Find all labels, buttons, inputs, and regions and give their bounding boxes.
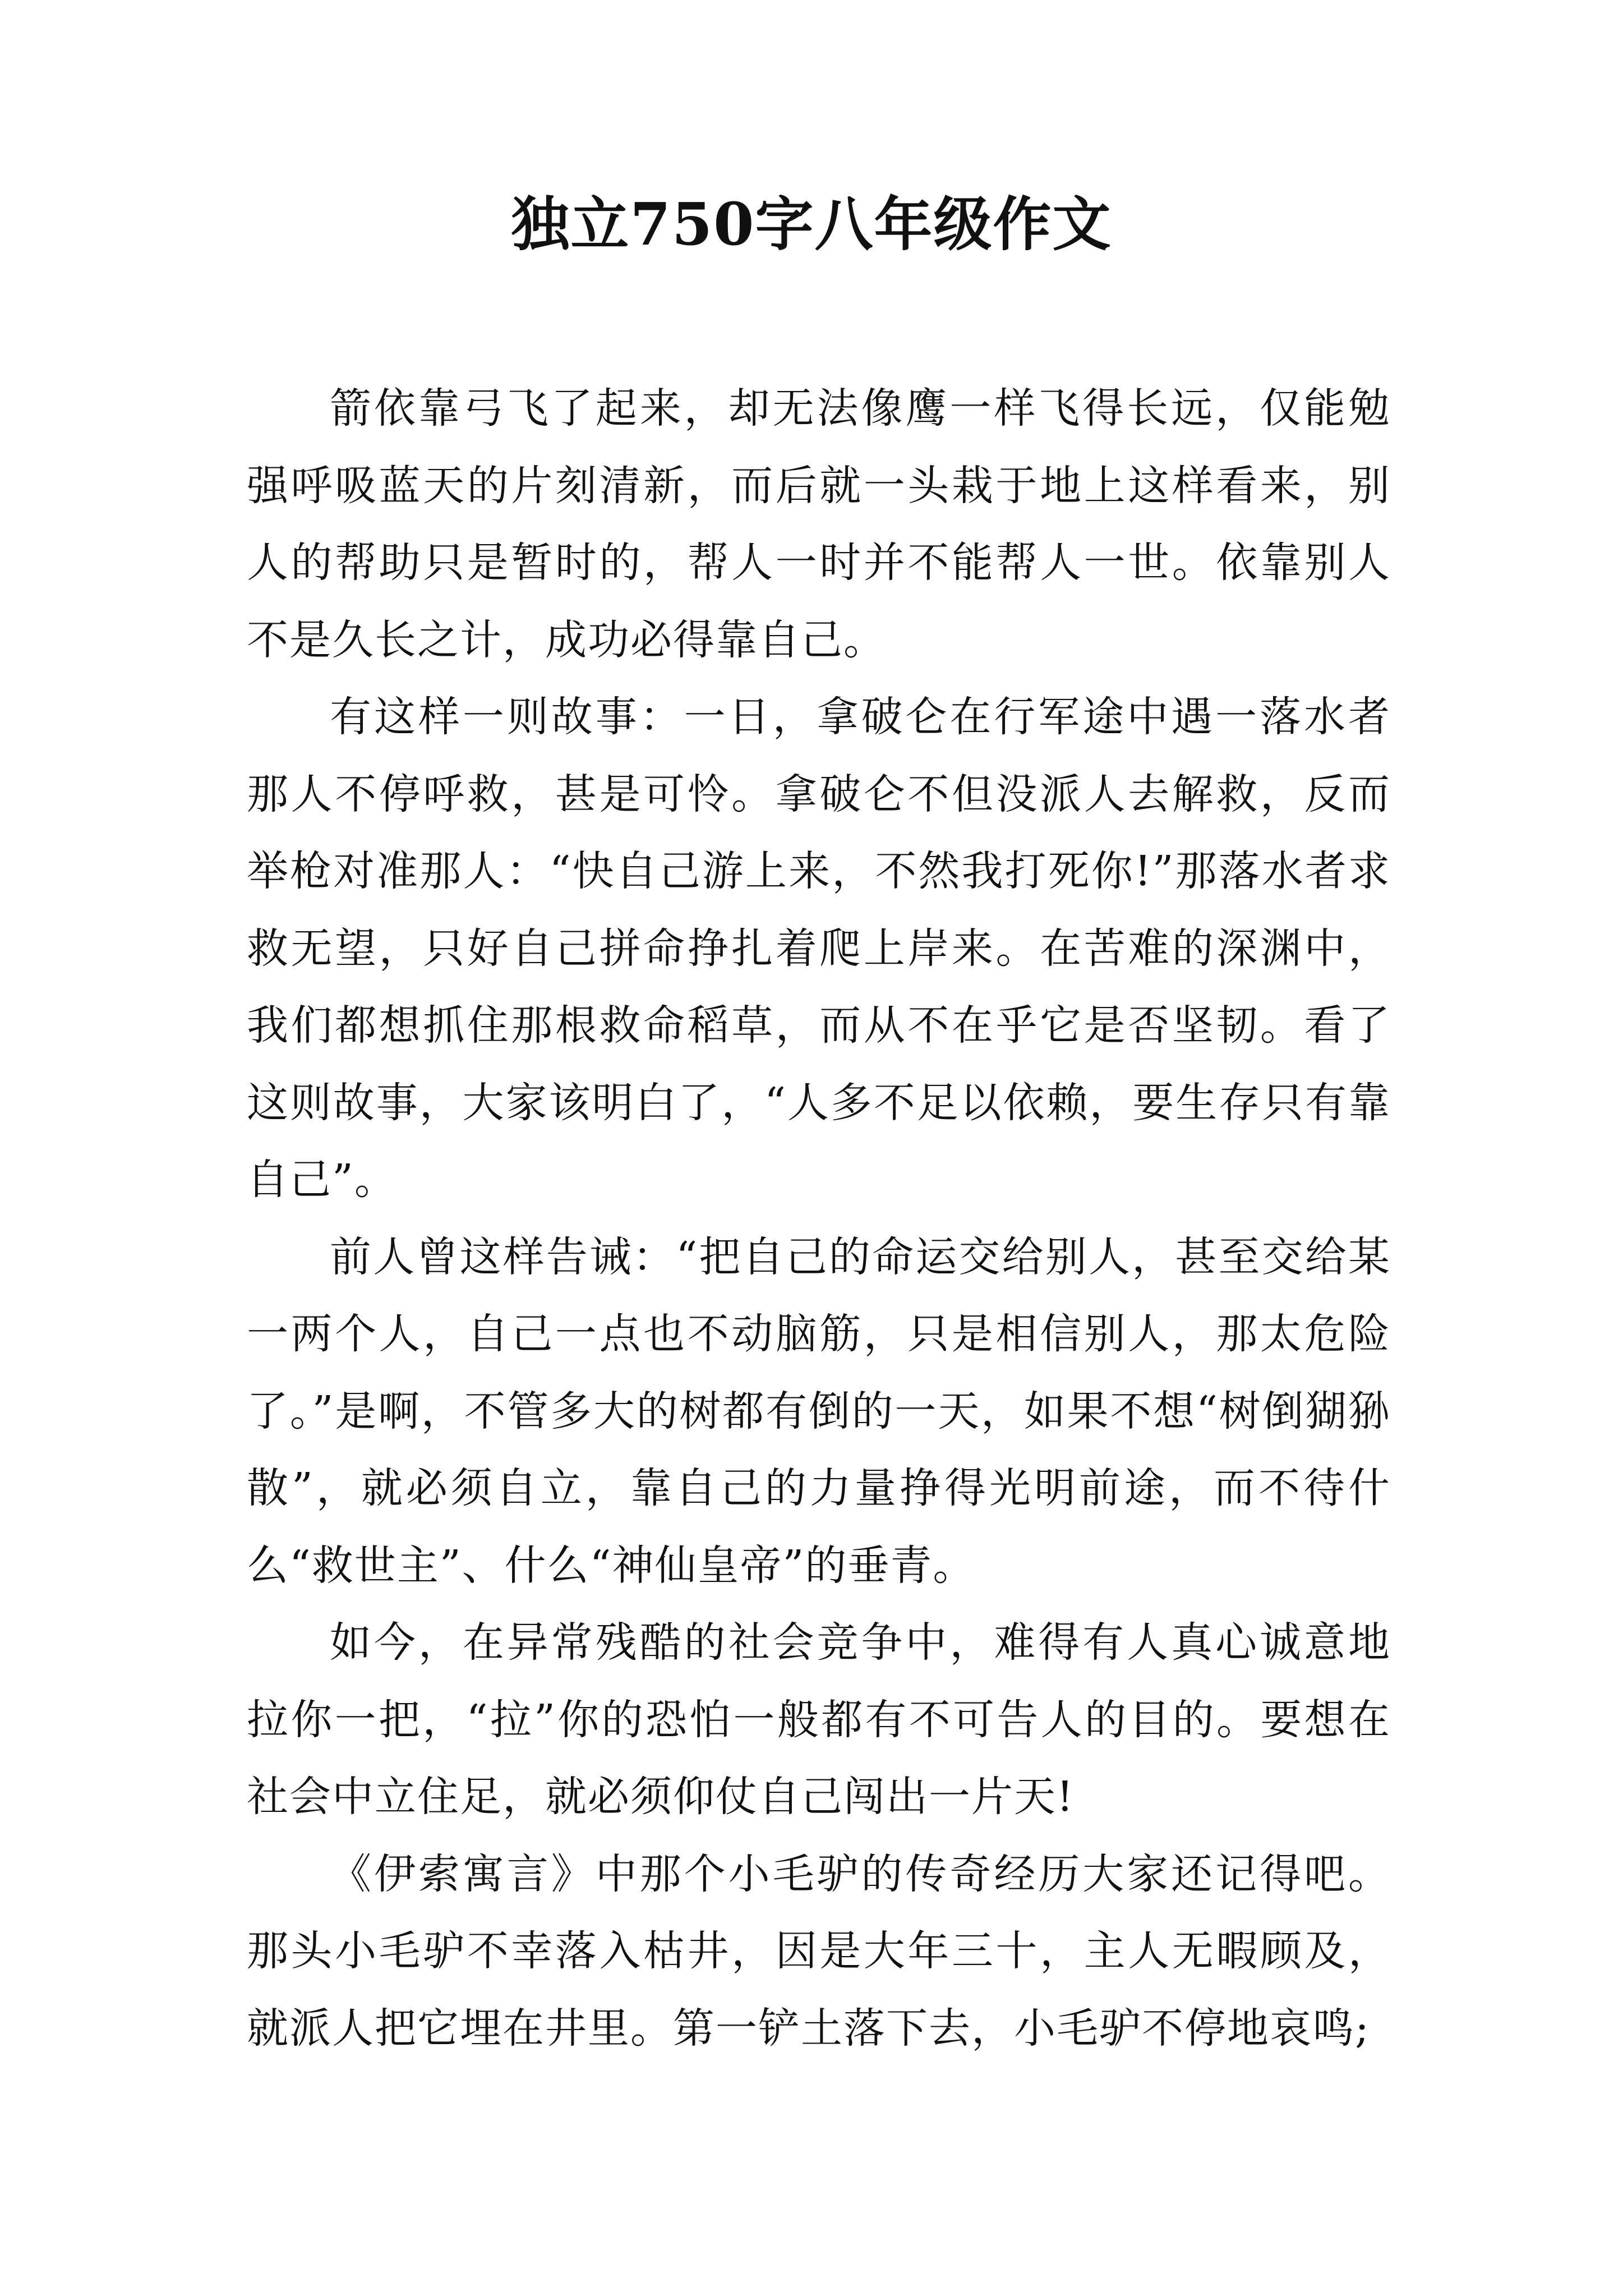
paragraph-3: 前人曾这样告诫：“把自己的命运交给别人，甚至交给某一两个人，自己一点也不动脑筋，只是相信别人，那太危险了。”是啊，不管多大的树都有倒的一天，如果不想“树倒猢狲散”，就必须自立，靠自己的力量挣得光明前途，而不待什么“救世主”、什么“神仙皇帝”的垂青。 xyxy=(247,1232,1391,1590)
document-title: 独立750字八年级作文 xyxy=(511,190,1112,259)
paragraph-5: 《伊索寓言》中那个小毛驴的传奇经历大家还记得吧。那头小毛驴不幸落入枯井，因是大年三十，主人无暇顾及，就派人把它埋在井里。第一铲土落下去，小毛驴不停地哀鸣; xyxy=(247,1849,1391,2053)
paragraph-4: 如今，在异常残酷的社会竞争中，难得有人真心诚意地拉你一把，“拉”你的恐怕一般都有不可告人的目的。要想在社会中立住足，就必须仰仗自己闯出一片天! xyxy=(247,1618,1391,1821)
paragraph-1: 箭依靠弓飞了起来，却无法像鹰一样飞得长远，仅能勉强呼吸蓝天的片刻清新，而后就一头栽于地上这样看来，别人的帮助只是暂时的，帮人一时并不能帮人一世。依靠别人不是久长之计，成功必得靠自己。 xyxy=(247,384,1391,664)
paragraph-2: 有这样一则故事：一日，拿破仑在行军途中遇一落水者那人不停呼救，甚是可怜。拿破仑不但没派人去解救，反而举枪对准那人：“快自己游上来，不然我打死你!”那落水者求救无望，只好自己拼命挣扎着爬上岸来。在苦难的深渊中，我们都想抓住那根救命稻草，而从不在乎它是否坚韧。看了这则故事，大家该明白了，“人多不足以依赖，要生存只有靠自己”。 xyxy=(247,693,1391,1204)
document-body xyxy=(247,370,1391,2067)
